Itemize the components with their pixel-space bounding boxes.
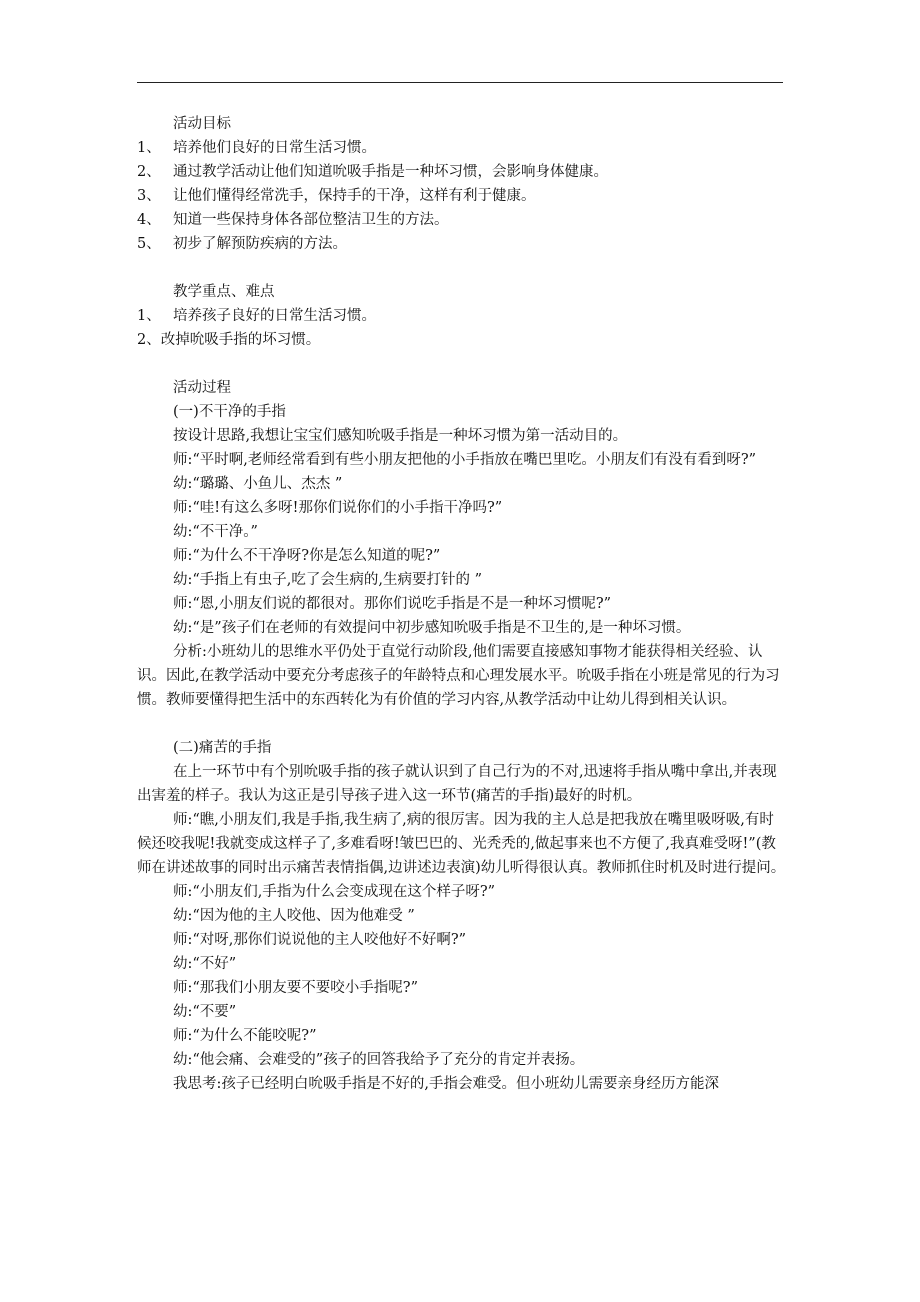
- paragraph: 幼:“不要”: [173, 1004, 237, 1020]
- paragraph: 幼:“是”孩子们在老师的有效提问中初步感知吮吸手指是不卫生的,是一种坏习惯。: [173, 620, 691, 636]
- list-item: [137, 160, 787, 184]
- list-item: 2、改掉吮吸手指的坏习惯。: [137, 332, 321, 348]
- paragraph: 幼:“他会痛、会难受的”孩子的回答我给予了充分的肯定并表扬。: [173, 1052, 585, 1068]
- paragraph: 师:“对呀,那你们说说他的主人咬他好不好啊?”: [173, 932, 467, 948]
- list-text: 知道一些保持身体各部位整洁卫生的方法。: [173, 212, 449, 228]
- paragraph: 幼:“不干净。”: [173, 524, 258, 540]
- list-text: 培养他们良好的日常生活习惯。: [173, 140, 376, 156]
- list-text: 通过教学活动让他们知道吮吸手指是一种坏习惯，会影响身体健康。: [173, 164, 608, 180]
- paragraph: 分析:小班幼儿的思维水平仍处于直觉行动阶段,他们需要直接感知事物才能获得相关经验、认识。因此,在教学活动中要充分考虑孩子的年龄特点和心理发展水平。吮吸手指在小班是常见的行为习惯。教师要懂得把生活中的东西转化为有价值的学习内容,从教学活动中让幼儿得到相关认识。: [137, 644, 780, 708]
- paragraph: 幼:“因为他的主人咬他、因为他难受 ”: [173, 908, 415, 924]
- paragraph: 师:“瞧,小朋友们,我是手指,我生病了,病的很厉害。因为我的主人总是把我放在嘴里吸呀吸,有时候还咬我呢!我就变成这样子了,多难看呀!皱巴巴的、光秃秃的,做起事来也不方便了,我真难受呀!”(教师在讲述故事的同时出示痛苦表情指偶,边讲述边表演)幼儿听得很认真。教师抓住时机及时进行提问。: [137, 812, 786, 876]
- paragraph: 师:“那我们小朋友要不要咬小手指呢?”: [173, 980, 418, 996]
- list-item: [137, 208, 787, 232]
- list-number: 3、: [137, 188, 161, 204]
- paragraph: 师:“为什么不干净呀?你是怎么知道的呢?”: [173, 548, 441, 564]
- paragraph: 师:“平时啊,老师经常看到有些小朋友把他的小手指放在嘴巴里吃。小朋友们有没有看到呀?”: [173, 452, 757, 468]
- section-heading-goals: 活动目标: [173, 116, 231, 132]
- list-number: 5、: [137, 236, 161, 252]
- list-number: 2、: [137, 164, 161, 180]
- paragraph: 师:“小朋友们,手指为什么会变成现在这个样子呀?”: [173, 884, 496, 900]
- section-heading-process: 活动过程: [173, 380, 231, 396]
- list-text: 培养孩子良好的日常生活习惯。: [173, 308, 376, 324]
- paragraph: 师:“为什么不能咬呢?”: [173, 1028, 317, 1044]
- header-rule: [137, 82, 783, 83]
- paragraph: 幼:“璐璐、小鱼儿、杰杰 ”: [173, 476, 343, 492]
- paragraph: 我思考:孩子已经明白吮吸手指是不好的,手指会难受。但小班幼儿需要亲身经历方能深: [173, 1076, 719, 1092]
- subsection-heading-2: (二)痛苦的手指: [173, 740, 272, 756]
- list-item: [137, 232, 787, 256]
- paragraph: 师:“哇!有这么多呀!那你们说你们的小手指干净吗?”: [173, 500, 503, 516]
- list-item: [137, 184, 787, 208]
- subsection-heading-1: (一)不干净的手指: [173, 404, 286, 420]
- list-text: 初步了解预防疾病的方法。: [173, 236, 347, 252]
- paragraph: 幼:“不好”: [173, 956, 237, 972]
- list-number: 1、: [137, 140, 161, 156]
- list-item: [137, 136, 787, 160]
- list-number: 1、: [137, 308, 161, 324]
- paragraph: 按设计思路,我想让宝宝们感知吮吸手指是一种坏习惯为第一活动目的。: [173, 428, 628, 444]
- list-item: [137, 304, 787, 328]
- section-heading-key-points: 教学重点、难点: [173, 284, 275, 300]
- document-body: [137, 112, 787, 1096]
- list-text: 让他们懂得经常洗手，保持手的干净，这样有利于健康。: [173, 188, 536, 204]
- paragraph: 在上一环节中有个别吮吸手指的孩子就认识到了自己行为的不对,迅速将手指从嘴中拿出,并表现出害羞的样子。我认为这正是引导孩子进入这一环节(痛苦的手指)最好的时机。: [137, 764, 777, 804]
- list-number: 4、: [137, 212, 161, 228]
- paragraph: 师:“恩,小朋友们说的都很对。那你们说吃手指是不是一种坏习惯呢?”: [173, 596, 612, 612]
- paragraph: 幼:“手指上有虫子,吃了会生病的,生病要打针的 ”: [173, 572, 483, 588]
